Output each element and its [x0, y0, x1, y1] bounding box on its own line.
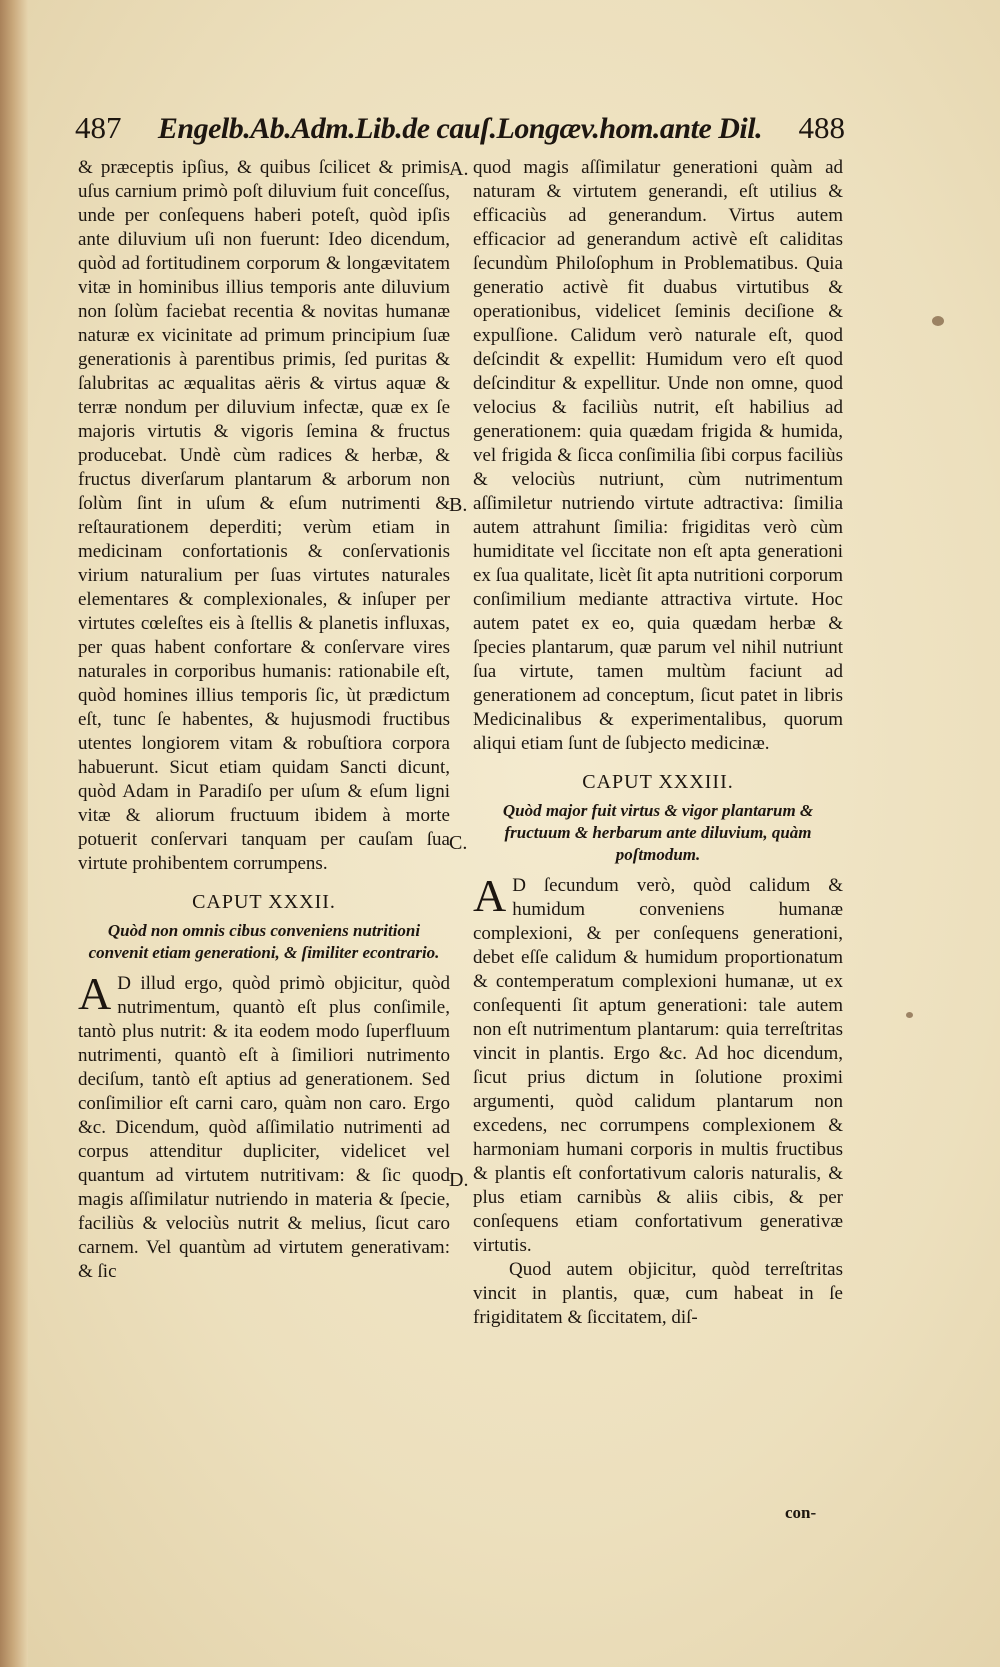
catchword: con- [785, 1503, 817, 1522]
chapter-heading-32: CAPUT XXXII. [192, 891, 336, 913]
binding-gutter [0, 0, 28, 1667]
chapter-heading-33: CAPUT XXXIII. [582, 771, 734, 793]
right-column [473, 156, 843, 1330]
page-number-left: 487 [75, 110, 122, 145]
right-paragraph-2: AD ſecundum verò, quòd calidum & humidum conveniens humanæ complexioni, & per conſequens generationi, debet eſſe calidum & humidum proportionatum & contemperatum complexioni humanæ, ut ex conſequenti ſit aptum generationi: tale autem non eſt nutrimentum plantarum: quia terreſtritas vincit in plantis. Ergo &c. Ad hoc dicendum, ſicut prius dictum in ſolutione proximi argumenti, quòd calidum plantarum non excedens, nec corrumpens complexionem & harmoniam humani corporis in multis fructibus & plantis eſt confortativum caloris naturalis, & plus etiam carnibùs & aliis cibis, & per conſequens etiam confortativum generativæ virtutis. [473, 870, 843, 1256]
margin-marker-c: C. [449, 832, 468, 854]
margin-marker-d: D. [449, 1169, 469, 1191]
page-number-right: 488 [798, 110, 845, 145]
chapter-subtitle-32: Quòd non omnis cibus conveniens nutritioni convenit etiam generationi, & ſimiliter econtrario. [88, 921, 440, 962]
right-paragraph-3: Quod autem objicitur, quòd terreſtritas vincit in plantis, quæ, cum habeat in ſe frigiditatem & ſiccitatem, diſ- [473, 1259, 843, 1328]
margin-marker-a: A. [449, 158, 469, 180]
ink-spot [932, 316, 944, 326]
left-paragraph-2: AD illud ergo, quòd primò objicitur, quòd nutrimentum, quantò eſt plus conſimile, tantò plus nutrit: & ita eodem modo ſuperfluum nutrimenti, quantò eſt à ſimiliori nutrimento deciſum, tantò eſt aptius ad generationem. Sed conſimilior eſt carni caro, quàm non caro. Ergo &c. Dicendum, quòd aſſimilatio nutrimenti ad corpus attenditur dupliciter, videlicet vel quantum ad virtutem nutritivam: & ſic quod magis aſſimilatur nutriendo in materia & ſpecie, faciliùs & velociùs nutrit & melius, ſicut caro carnem. Vel quantùm ad virtutem generativam: & ſic [78, 968, 450, 1282]
left-paragraph-1: & præceptis ipſius, & quibus ſcilicet & primis uſus carnium primò poſt diluvium fuit conceſſus, unde per conſequens haberi poteſt, quòd ipſis ante diluvium uſi non fuerunt: Ideo dicendum, quòd ad fortitudinem corporum & longævitatem vitæ in hominibus illius temporis ante diluvium non ſolùm faciebat recentia & novitas humanæ naturæ ex vicinitate ad primum principium ſuæ generationis à parentibus primis, ſed puritas & ſalubritas ac æqualitas aëris & virtus aquæ & terræ nondum per diluvium infectæ, quæ ex ſe majoris virtutis & vigoris ſemina & fructus producebat. Undè cùm radices & herbæ, & fructus diverſarum plantarum & arborum non ſolùm ſint in uſum & eſum nutrimenti & reſtaurationem deperditi; verùm etiam in medicinam confortationis & conſervationis virium naturalium per ſuas virtutes naturales elementares & complexionales, & inſuper per virtutes cœleſtes eis à ſtellis & planetis influxas, per quas habent confortare & conſervare vires naturales in corporibus humanis: rationabile eſt, quòd homines illius temporis ſic, ùt prædictum eſt, tunc ſe habentes, & hujusmodi fructibus utentes longiorem vitam & robuſtiora corpora habuerunt. Sicut etiam quidam Sancti dicunt, quòd Adam in Paradiſo per uſum & eſum ligni vitæ & aliorum fructuum ibidem à morte potuerit conſervari tanquam per cauſam ſua virtute prohibentem corrumpens. [78, 157, 450, 874]
chapter-subtitle-33: Quòd major fuit virtus & vigor plantarum & fructuum & herbarum ante diluvium, quàm poſtmodum. [502, 801, 814, 864]
running-header [75, 110, 845, 154]
margin-marker-b: B. [449, 494, 468, 516]
ink-spot [906, 1012, 913, 1018]
right-paragraph-1: quod magis aſſimilatur generationi quàm ad naturam & virtutem generandi, eſt utilius & efficaciùs ad generandum. Virtus autem efficacior ad generandum activè eſt caliditas ſecundùm Philoſophum in Problematibus. Quia generatio activè fit duabus virtutibus & operationibus, videlicet ſeminis deciſione & expulſione. Calidum verò naturale eſt, quod deſcindit & expellit: Humidum vero eſt quod deſcinditur & expellitur. Unde non omne, quod velocius & faciliùs nutrit, eſt habilius ad generationem: quia quædam frigida & humida, vel frigida & ſicca conſimilia ſibi corpus faciliùs & velociùs nutriunt, cùm nutrimentum aſſimiletur nutriendo virtute adtractiva: ſimilia autem attrahunt ſimilia: frigiditas verò cùm humiditate vel ſiccitate non eſt apta generationi ex ſua qualitate, licèt ſit apta nutritioni corporum conſimilium mediante attractiva virtute. Hoc autem patet ex eo, quia quædam herbæ & ſpecies plantarum, quæ parum vel nihil nutriunt ſua virtute, tamen multùm faciunt ad generationem ad conceptum, ſicut patet in libris Medicinalibus & experimentalibus, quorum aliqui etiam ſunt de ſubjecto medicinæ. [473, 157, 843, 754]
running-title: Engelb.Ab.Adm.Lib.de cauſ.Longæv.hom.ante Dil. [157, 112, 763, 145]
left-column [78, 156, 450, 1284]
